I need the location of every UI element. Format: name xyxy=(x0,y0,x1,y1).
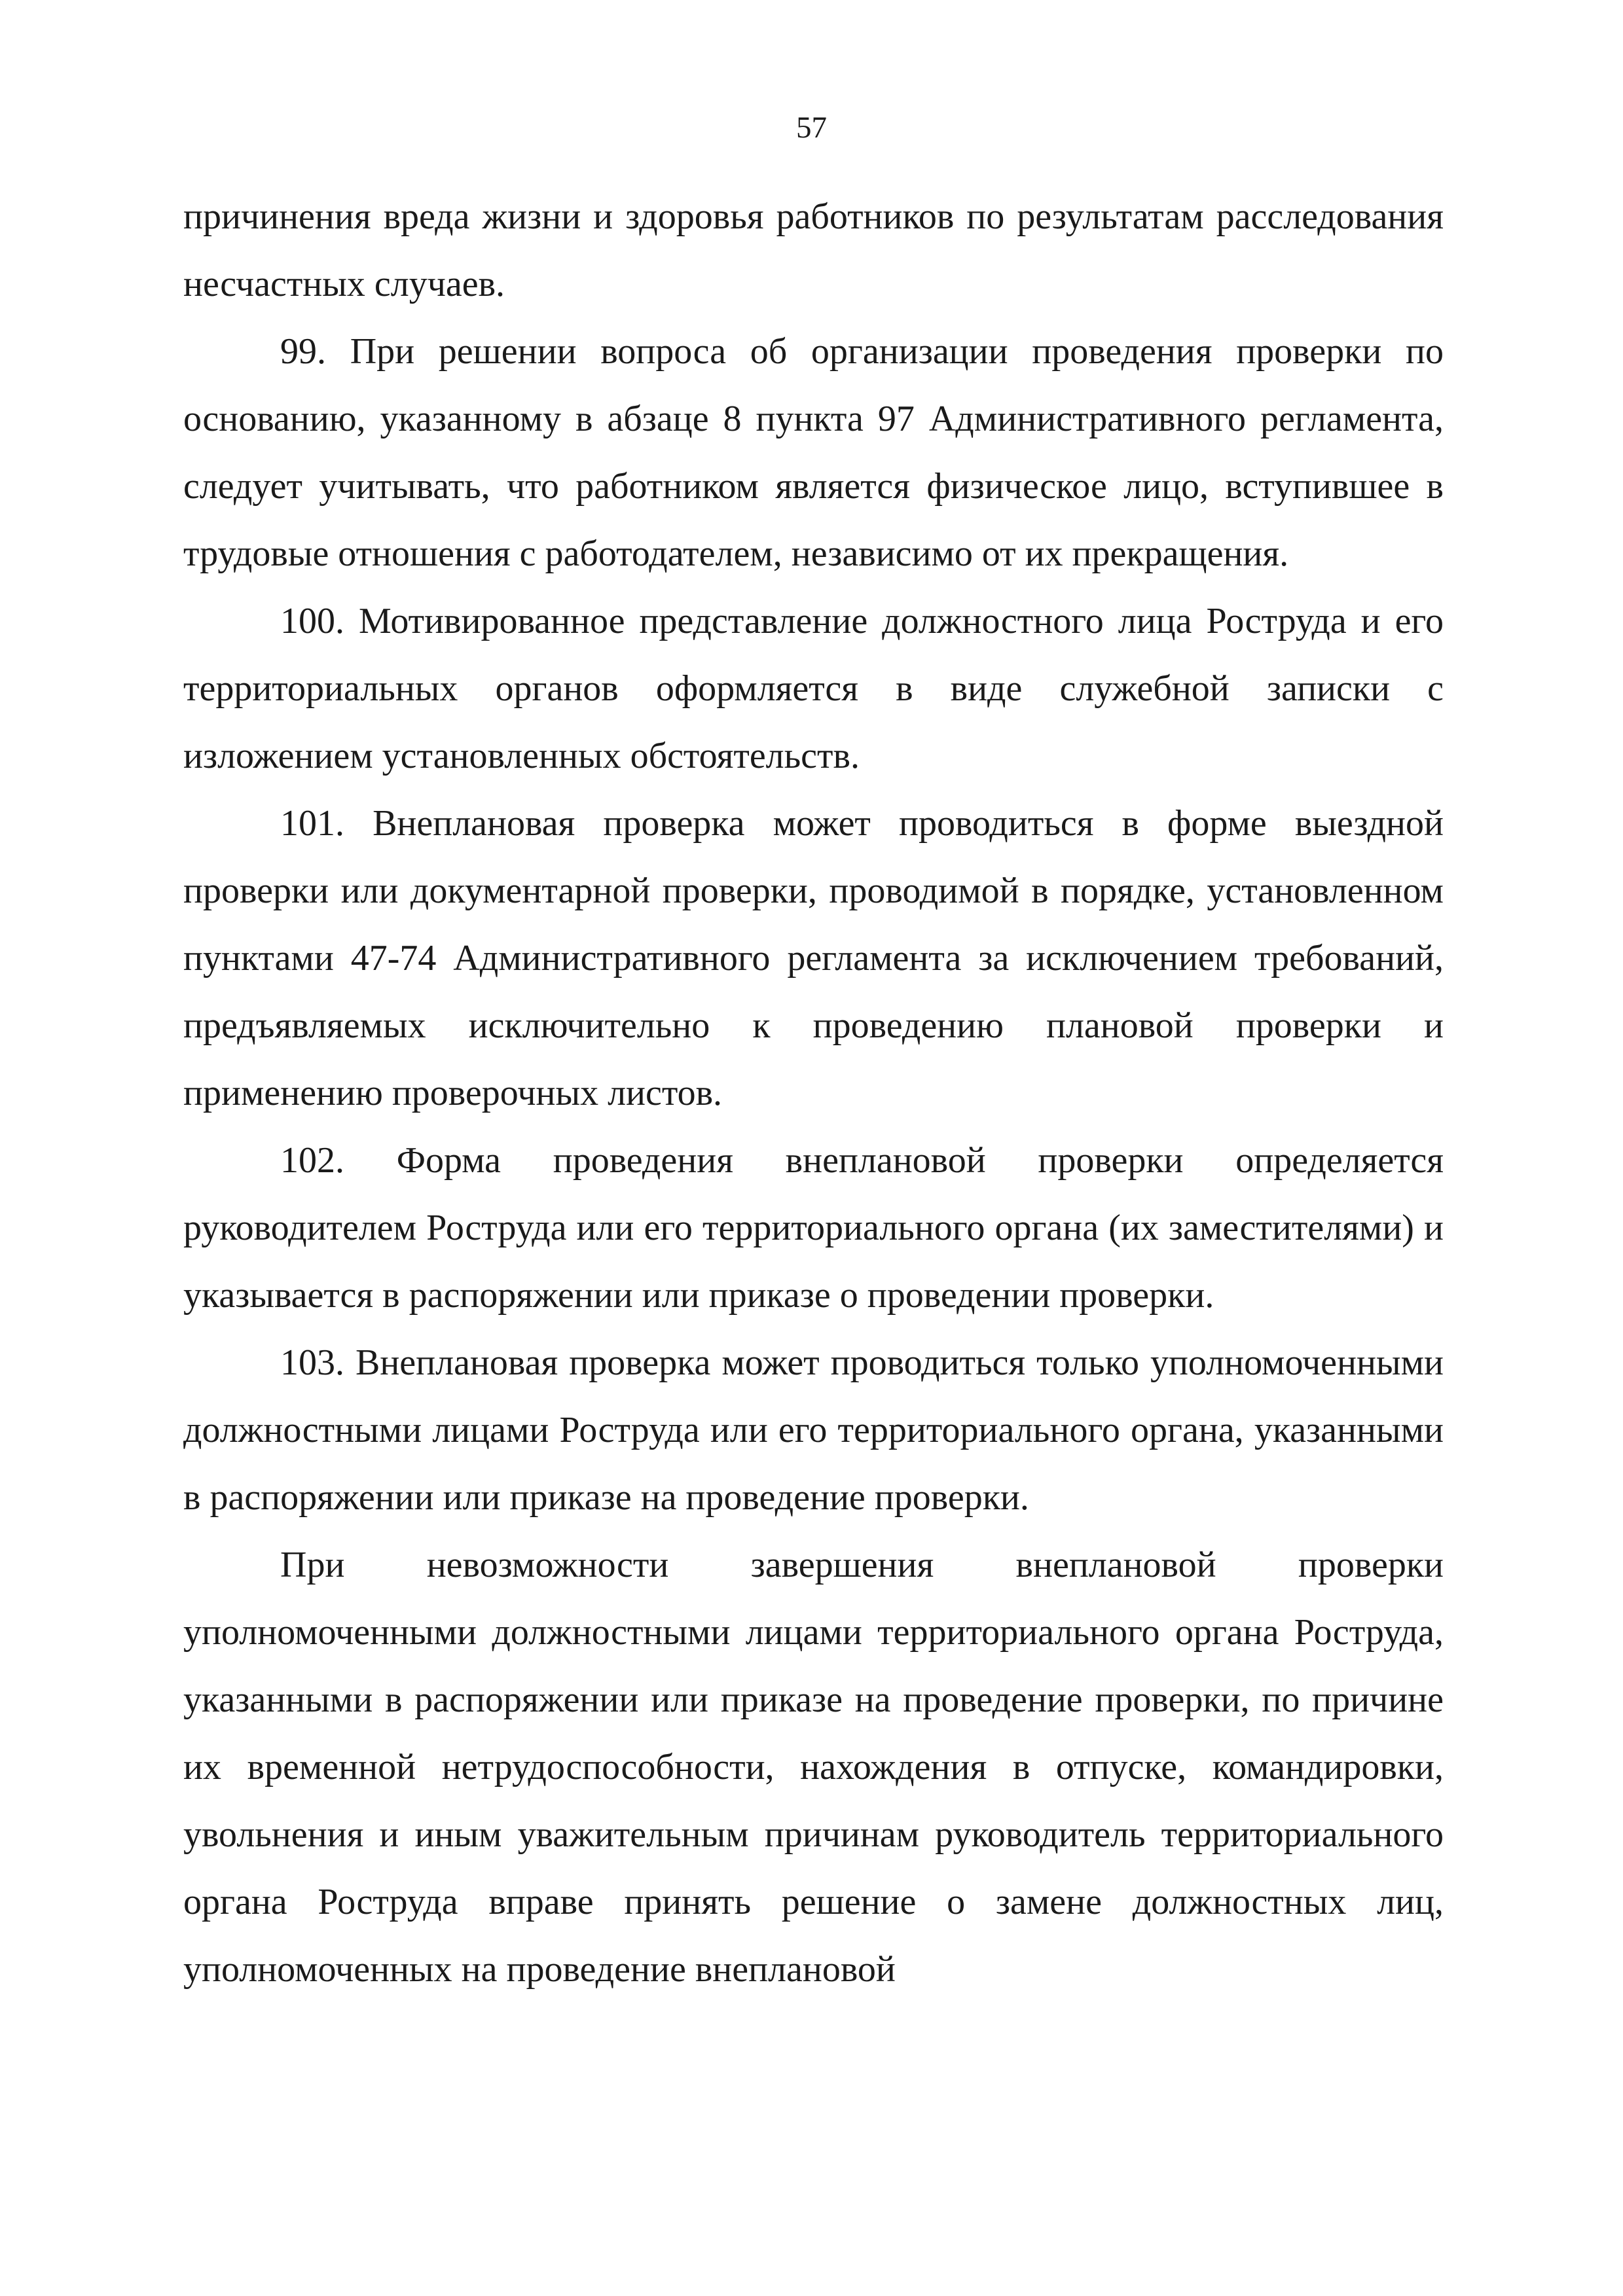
paragraph-103: 103. Внеплановая проверка может проводиться только уполномоченными должностными лицами Роструда или его территориального органа, указанными в распоряжении или приказе на проведение проверки. xyxy=(183,1342,1444,1518)
paragraph-100: 100. Мотивированное представление должностного лица Роструда и его территориальных органов оформляется в виде служебной записки с изложением установленных обстоятельств. xyxy=(183,601,1444,776)
paragraph-101: 101. Внеплановая проверка может проводиться в форме выездной проверки или документарной проверки, проводимой в порядке, установленном пунктами 47-74 Административного регламента за исключением требований, предъявляемых исключительно к проведению плановой проверки и применению проверочных листов. xyxy=(183,803,1444,1113)
document-body xyxy=(183,183,1444,2003)
paragraph-99: 99. При решении вопроса об организации проведения проверки по основанию, указанному в абзаце 8 пункта 97 Административного регламента, следует учитывать, что работником является физическое лицо, вступившее в трудовые отношения с работодателем, независимо от их прекращения. xyxy=(183,331,1444,574)
paragraph-102: 102. Форма проведения внеплановой проверки определяется руководителем Роструда или его территориального органа (их заместителями) и указывается в распоряжении или приказе о проведении проверки. xyxy=(183,1140,1444,1316)
page-number: 57 xyxy=(796,111,827,145)
paragraph-continuation: причинения вреда жизни и здоровья работников по результатам расследования несчастных случаев. xyxy=(183,196,1444,304)
paragraph-103-continuation: При невозможности завершения внеплановой проверки уполномоченными должностными лицами территориального органа Роструда, указанными в распоряжении или приказе на проведение проверки, по причине их временной нетрудоспособности, нахождения в отпуске, командировки, увольнения и иным уважительным причинам руководитель территориального органа Роструда вправе принять решение о замене должностных лиц, уполномоченных на проведение внеплановой xyxy=(183,1545,1444,1990)
